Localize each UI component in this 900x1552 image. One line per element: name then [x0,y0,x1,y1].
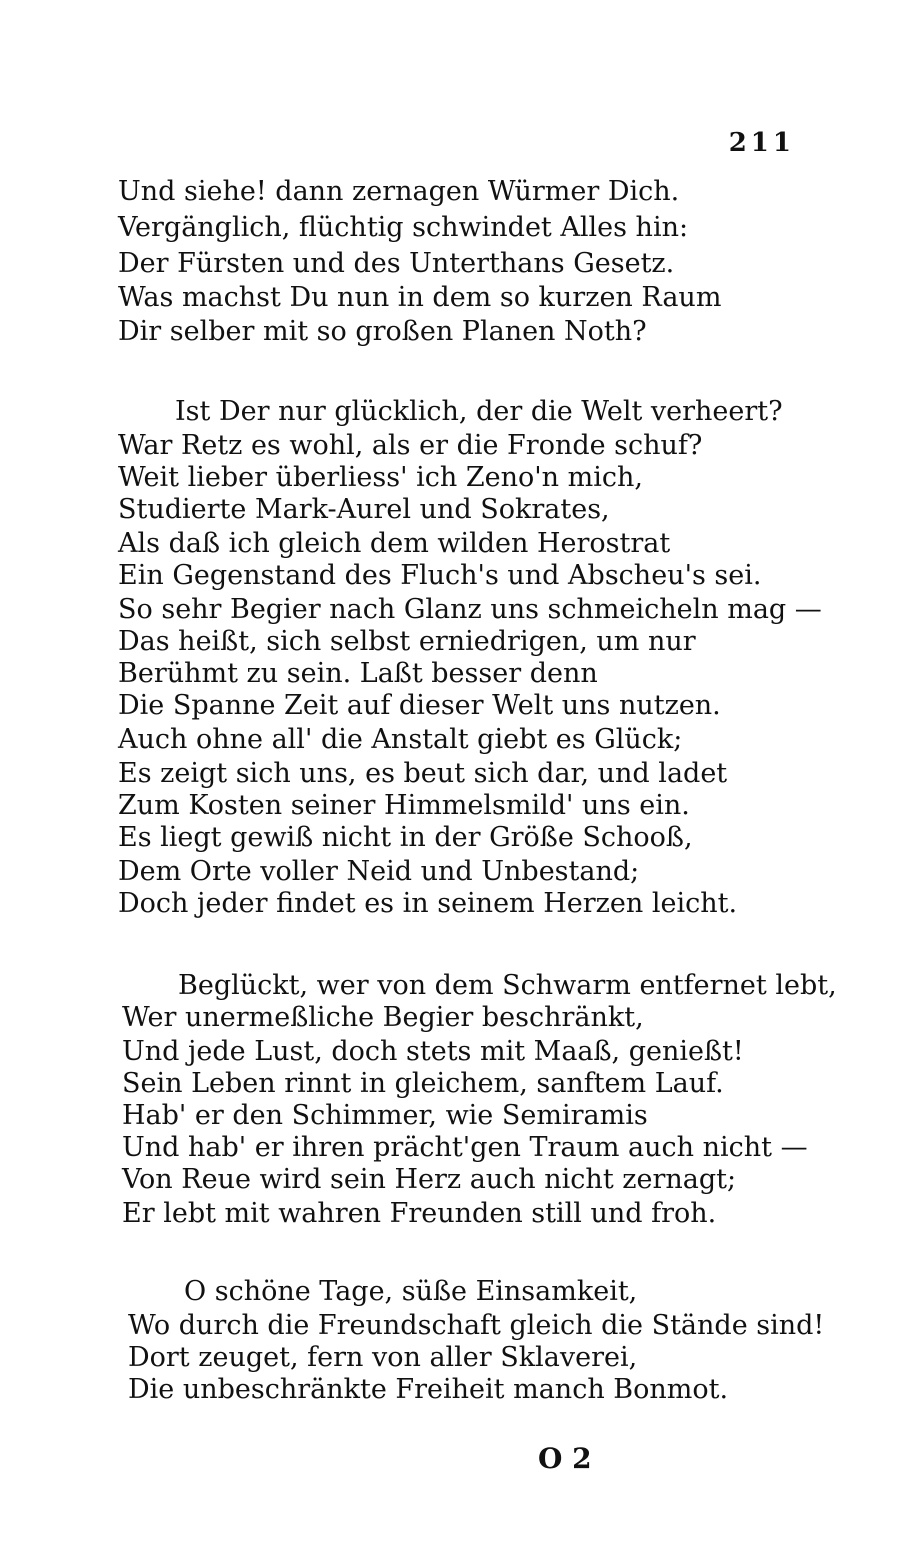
verse-line: Hab' er den Schimmer, wie Semiramis [122,1100,648,1131]
verse-line: Ist Der nur glücklich, der die Welt verheert? [175,396,783,427]
verse-line: Dem Orte voller Neid und Unbestand; [118,856,640,887]
verse-line: Beglückt, wer von dem Schwarm entfernet lebt, [178,970,837,1001]
verse-line: Vergänglich, flüchtig schwindet Alles hin: [118,212,689,243]
verse-line: Das heißt, sich selbst erniedrigen, um nur [118,626,696,657]
verse-line: War Retz es wohl, als er die Fronde schuf? [118,430,703,461]
verse-line: Die unbeschränkte Freiheit manch Bonmot. [128,1374,729,1405]
verse-line: Weit lieber überliess' ich Zeno'n mich, [118,462,643,493]
verse-line: Wo durch die Freundschaft gleich die Stände sind! [128,1310,825,1341]
verse-line: Dort zeuget, fern von aller Sklaverei, [128,1342,638,1373]
verse-line: O schöne Tage, süße Einsamkeit, [184,1276,638,1307]
verse-line: Doch jeder findet es in seinem Herzen leicht. [118,888,738,919]
verse-line: Sein Leben rinnt in gleichem, sanftem Lauf. [122,1068,724,1099]
verse-line: Es liegt gewiß nicht in der Größe Schooß, [118,822,693,853]
verse-line: Er lebt mit wahren Freunden still und froh. [122,1198,717,1229]
verse-line: Was machst Du nun in dem so kurzen Raum [118,282,722,313]
verse-line: Zum Kosten seiner Himmelsmild' uns ein. [118,790,690,821]
verse-line: Der Fürsten und des Unterthans Gesetz. [118,248,675,279]
verse-line: Und hab' er ihren prächt'gen Traum auch nicht — [122,1132,808,1163]
verse-line: Die Spanne Zeit auf dieser Welt uns nutzen. [118,690,721,721]
verse-line: Und jede Lust, doch stets mit Maaß, genießt! [122,1036,744,1067]
verse-line: Studierte Mark-Aurel und Sokrates, [118,494,610,525]
verse-line: Als daß ich gleich dem wilden Herostrat [118,528,671,559]
verse-line: Und siehe! dann zernagen Würmer Dich. [118,176,680,207]
verse-line: Ein Gegenstand des Fluch's und Abscheu's sei. [118,560,762,591]
page-number: 211 [728,128,795,158]
verse-line: So sehr Begier nach Glanz uns schmeicheln mag — [118,594,822,625]
verse-line: Dir selber mit so großen Planen Noth? [118,316,647,347]
verse-line: Auch ohne all' die Anstalt giebt es Glück; [118,724,683,755]
verse-line: Berühmt zu sein. Laßt besser denn [118,658,598,689]
verse-line: Von Reue wird sein Herz auch nicht zernagt; [122,1164,737,1195]
signature-mark: O 2 [538,1442,592,1475]
verse-line: Es zeigt sich uns, es beut sich dar, und ladet [118,758,728,789]
verse-line: Wer unermeßliche Begier beschränkt, [122,1002,644,1033]
